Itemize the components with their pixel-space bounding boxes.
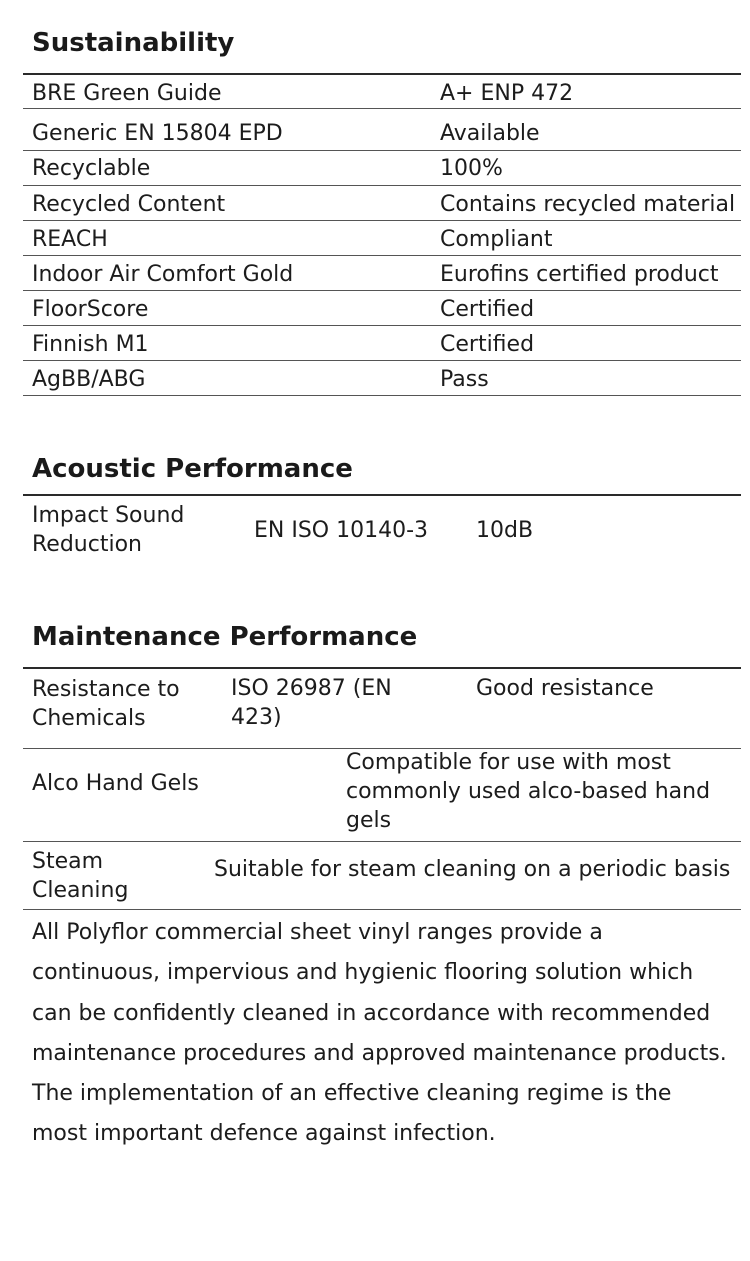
table-row bbox=[23, 749, 741, 842]
row-standard: ISO 26987 (EN 423) bbox=[231, 676, 392, 730]
row-value: Pass bbox=[440, 367, 489, 392]
row-standard: EN ISO 10140-3 bbox=[254, 518, 429, 543]
table-row bbox=[23, 151, 741, 186]
row-label: Indoor Air Comfort Gold bbox=[32, 262, 294, 287]
table-row bbox=[23, 842, 741, 910]
row-label: Recycled Content bbox=[32, 192, 226, 217]
table-row bbox=[23, 186, 741, 221]
row-value: 100% bbox=[440, 156, 503, 181]
row-label: Finnish M1 bbox=[32, 332, 149, 357]
table-row bbox=[23, 669, 741, 749]
row-value: Good resistance bbox=[476, 676, 654, 701]
table-row bbox=[23, 221, 741, 256]
sustainability-rule bbox=[23, 73, 741, 75]
table-row bbox=[23, 361, 741, 396]
row-value: Eurofins certified product bbox=[440, 262, 719, 287]
row-label: Impact Sound Reduction bbox=[32, 503, 185, 557]
row-label: Recyclable bbox=[32, 156, 151, 181]
row-label: FloorScore bbox=[32, 297, 149, 322]
row-label: Alco Hand Gels bbox=[32, 771, 199, 796]
table-row bbox=[23, 77, 741, 109]
row-label: BRE Green Guide bbox=[32, 81, 222, 106]
table-row bbox=[23, 326, 741, 361]
row-value: Certified bbox=[440, 332, 535, 357]
row-label: REACH bbox=[32, 227, 108, 252]
table-row bbox=[23, 109, 741, 151]
row-value: Suitable for steam cleaning on a periodic basis bbox=[214, 857, 731, 882]
acoustic-title: Acoustic Performance bbox=[32, 454, 353, 484]
row-label: Resistance to Chemicals bbox=[32, 677, 180, 731]
row-label: AgBB/ABG bbox=[32, 367, 146, 392]
row-value: Available bbox=[440, 121, 540, 146]
row-label: Steam Cleaning bbox=[32, 849, 129, 903]
row-value: Contains recycled material bbox=[440, 192, 736, 217]
acoustic-rule bbox=[23, 494, 741, 496]
row-value: Certified bbox=[440, 297, 535, 322]
table-row bbox=[23, 291, 741, 326]
row-value: Compliant bbox=[440, 227, 553, 252]
row-value: Compatible for use with most commonly used alco-based hand gels bbox=[346, 750, 711, 833]
table-row bbox=[23, 497, 741, 563]
row-value: 10dB bbox=[476, 518, 534, 543]
sustainability-title: Sustainability bbox=[32, 28, 235, 58]
table-row bbox=[23, 256, 741, 291]
maintenance-title: Maintenance Performance bbox=[32, 622, 418, 652]
row-value: A+ ENP 472 bbox=[440, 81, 574, 106]
maintenance-paragraph: All Polyflor commercial sheet vinyl ranges provide a continuous, impervious and hygienic flooring solution which can be confidently cleaned in accordance with recommended maintenance procedures and approved maintenance products. The implementation of an effective cleaning regime is the most important defence against infection. bbox=[32, 920, 727, 1147]
row-label: Generic EN 15804 EPD bbox=[32, 121, 283, 146]
